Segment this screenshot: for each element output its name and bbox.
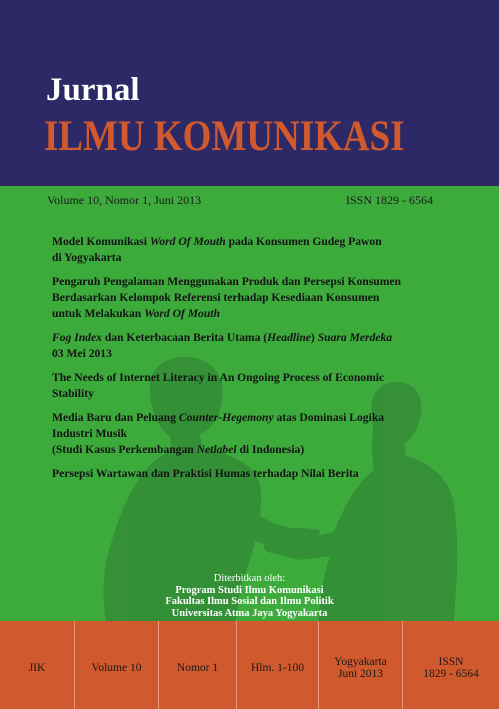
footer-cell: JIK — [0, 621, 75, 709]
article-list — [52, 234, 452, 490]
issn-info: ISSN 1829 - 6564 — [346, 193, 434, 207]
article-title: Media Baru dan Peluang Counter-Hegemony atas Dominasi Logika Industri Musik (Studi Kasus Perkembangan Netlabel di Indonesia) — [52, 411, 385, 456]
article-title: Pengaruh Pengalaman Menggunakan Produk dan Persepsi Konsumen Berdasarkan Kelompok Referensi terhadap Kesediaan Konsumen untuk Melakukan Word Of Mouth — [52, 275, 401, 320]
article-title: Persepsi Wartawan dan Praktisi Humas terhadap Nilai Berita — [52, 467, 359, 480]
footer-cell: Volume 10 — [75, 621, 159, 709]
footer-cell: Yogyakarta Juni 2013 — [319, 621, 403, 709]
journal-label: Jurnal — [46, 72, 140, 108]
publisher-program: Program Studi Ilmu Komunikasi — [175, 584, 324, 596]
footer-cell: ISSN 1829 - 6564 — [423, 656, 479, 680]
article-title: Fog Index dan Keterbacaan Berita Utama (Headline) Suara Merdeka 03 Mei 2013 — [52, 331, 393, 360]
journal-title: ILMU KOMUNIKASI — [44, 113, 405, 160]
cover-header — [0, 0, 499, 186]
publisher-faculty: Fakultas Ilmu Sosial dan Ilmu Politik — [165, 596, 334, 607]
article-title: The Needs of Internet Literacy in An Ongoing Process of Economic Stability — [52, 371, 385, 400]
footer-cell: Nomor 1 — [159, 621, 237, 709]
publisher-university: Universitas Atma Jaya Yogyakarta — [171, 607, 328, 619]
publisher-block — [0, 573, 499, 619]
publisher-label: Diterbitkan oleh: — [213, 573, 286, 584]
footer-cell: Hlm. 1-100 — [237, 621, 319, 709]
volume-info: Volume 10, Nomor 1, Juni 2013 — [47, 193, 202, 207]
article-title: Model Komunikasi Word Of Mouth pada Konsumen Gudeg Pawon di Yogyakarta — [52, 235, 382, 264]
cover-footer — [0, 621, 499, 709]
